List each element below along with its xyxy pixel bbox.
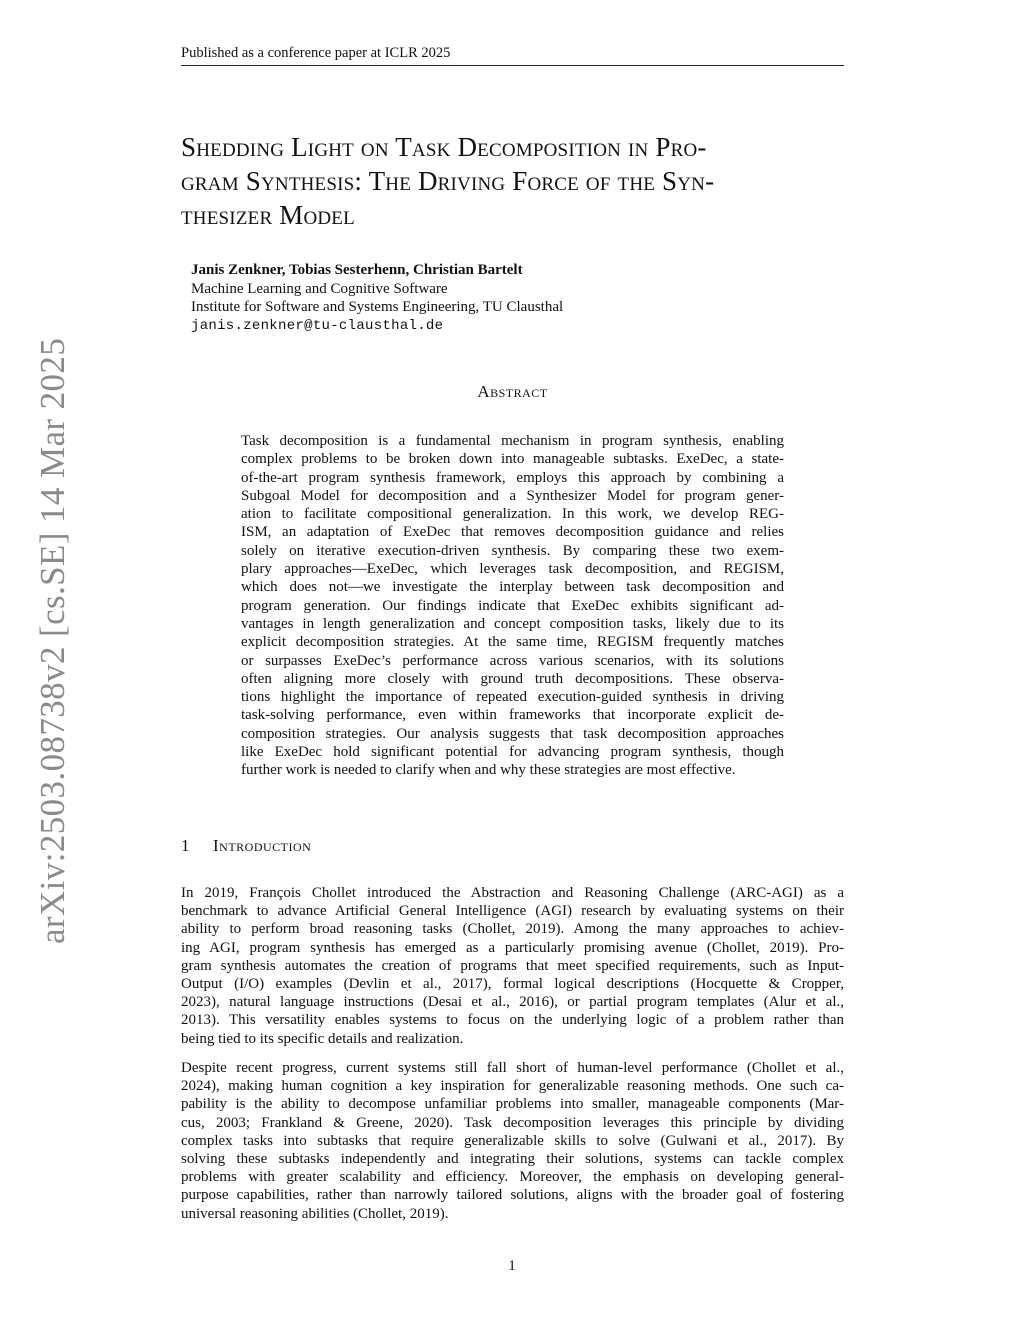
intro-paragraph-2 [181,1059,844,1223]
title-line: thesizer Model [181,200,355,230]
section-title: Introduction [213,836,312,855]
abstract-line: plary approaches—ExeDec, which leverages task decomposition, and REGISM, [241,561,784,578]
abstract-line: program generation. Our findings indicate that ExeDec exhibits significant ad- [241,597,784,614]
abstract-heading: Abstract [477,382,548,401]
abstract-line: often aligning more closely with ground truth decompositions. These observa- [241,670,784,687]
page-number: 1 [508,1258,516,1274]
running-header: Published as a conference paper at ICLR 2025 [181,44,844,66]
paragraph-line: ability to perform broad reasoning tasks (Chollet, 2019). Among the many approaches to achiev- [181,921,844,938]
abstract-line: Task decomposition is a fundamental mechanism in program synthesis, enabling [241,433,784,449]
paragraph-line: In 2019, François Chollet introduced the Abstraction and Reasoning Challenge (ARC-AGI) as a [181,885,844,901]
paragraph-line: pability is the ability to decompose unfamiliar problems into smaller, manageable components (Mar- [181,1096,844,1113]
paragraph-line: 2024), making human cognition a key inspiration for generalizable reasoning methods. One such ca- [181,1078,844,1095]
author-names: Janis Zenkner, Tobias Sesterhenn, Christian Bartelt [191,262,523,278]
paragraph-line: cus, 2003; Frankland & Greene, 2020). Task decomposition leverages this principle by dividing [181,1114,844,1131]
author-block [191,261,811,335]
abstract-line: composition strategies. Our analysis suggests that task decomposition approaches [241,725,784,742]
abstract-line: explicit decomposition strategies. At the same time, REGISM frequently matches [241,634,784,651]
intro-paragraph-1 [181,884,844,1048]
abstract-line: solely on iterative execution-driven synthesis. By comparing these two exem- [241,542,784,559]
paragraph-line: 2013). This versatility enables systems to focus on the underlying logic of a problem rather than [181,1012,844,1029]
paragraph-line: benchmark to advance Artificial General Intelligence (AGI) research by evaluating systems on their [181,903,844,920]
abstract-line: like ExeDec hold significant potential for advancing program synthesis, though [241,744,784,761]
paragraph-line: being tied to its specific details and realization. [181,1030,464,1047]
abstract-line: Subgoal Model for decomposition and a Synthesizer Model for program gener- [241,487,784,504]
paragraph-line: solving these subtasks independently and integrating their solutions, systems can tackle complex [181,1151,844,1168]
paragraph-line: 2023), natural language instructions (Desai et al., 2016), or partial program templates (Alur et al., [181,994,844,1011]
affiliation-line: Institute for Software and Systems Engineering, TU Clausthal [191,299,564,315]
paper-title [181,130,851,232]
paragraph-line: Output (I/O) examples (Devlin et al., 2017), formal logical descriptions (Hocquette & Cropper, [181,976,844,993]
paragraph-line: Despite recent progress, current systems still fall short of human-level performance (Chollet et al., [181,1060,844,1076]
abstract-line: ation to facilitate compositional generalization. In this work, we develop REG- [241,506,784,523]
author-email: janis.zenkner@tu-clausthal.de [191,317,444,334]
abstract-line: complex problems to be broken down into manageable subtasks. ExeDec, a state- [241,451,784,468]
title-line: gram Synthesis: The Driving Force of the Syn- [181,166,715,196]
affiliation-line: Machine Learning and Cognitive Software [191,280,448,297]
abstract-line: of-the-art program synthesis framework, employs this approach by combining a [241,469,784,486]
paragraph-line: ing AGI, program synthesis has emerged as a particularly promising avenue (Chollet, 2019). Pro- [181,939,844,956]
paragraph-line: complex tasks into subtasks that require generalizable skills to solve (Gulwani et al., 2017). By [181,1132,844,1149]
section-heading-introduction [181,836,311,856]
abstract-body [241,432,784,780]
paragraph-line: gram synthesis automates the creation of programs that meet specified requirements, such as Input- [181,957,844,974]
title-line: Shedding Light on Task Decomposition in Pro- [181,132,707,162]
abstract-line: or surpasses ExeDec’s performance across various scenarios, with its solutions [241,652,784,669]
abstract-line: task-solving performance, even within frameworks that incorporate explicit de- [241,707,784,724]
paragraph-line: problems with greater scalability and efficiency. Moreover, the emphasis on developing general- [181,1169,844,1186]
abstract-line: further work is needed to clarify when and why these strategies are most effective. [241,762,736,779]
abstract-line: tions highlight the importance of repeated execution-guided synthesis in driving [241,689,784,706]
paragraph-line: purpose capabilities, rather than narrowly tailored solutions, aligns with the broader goal of fostering [181,1187,844,1204]
paragraph-line: universal reasoning abilities (Chollet, 2019). [181,1205,449,1222]
abstract-line: ISM, an adaptation of ExeDec that removes decomposition guidance and relies [241,524,784,541]
abstract-line: which does not—we investigate the interplay between task decomposition and [241,579,784,596]
arxiv-identifier-stamp: arXiv:2503.08738v2 [cs.SE] 14 Mar 2025 [33,337,72,944]
section-number: 1 [181,836,190,855]
abstract-line: vantages in length generalization and concept composition tasks, likely due to its [241,615,784,632]
